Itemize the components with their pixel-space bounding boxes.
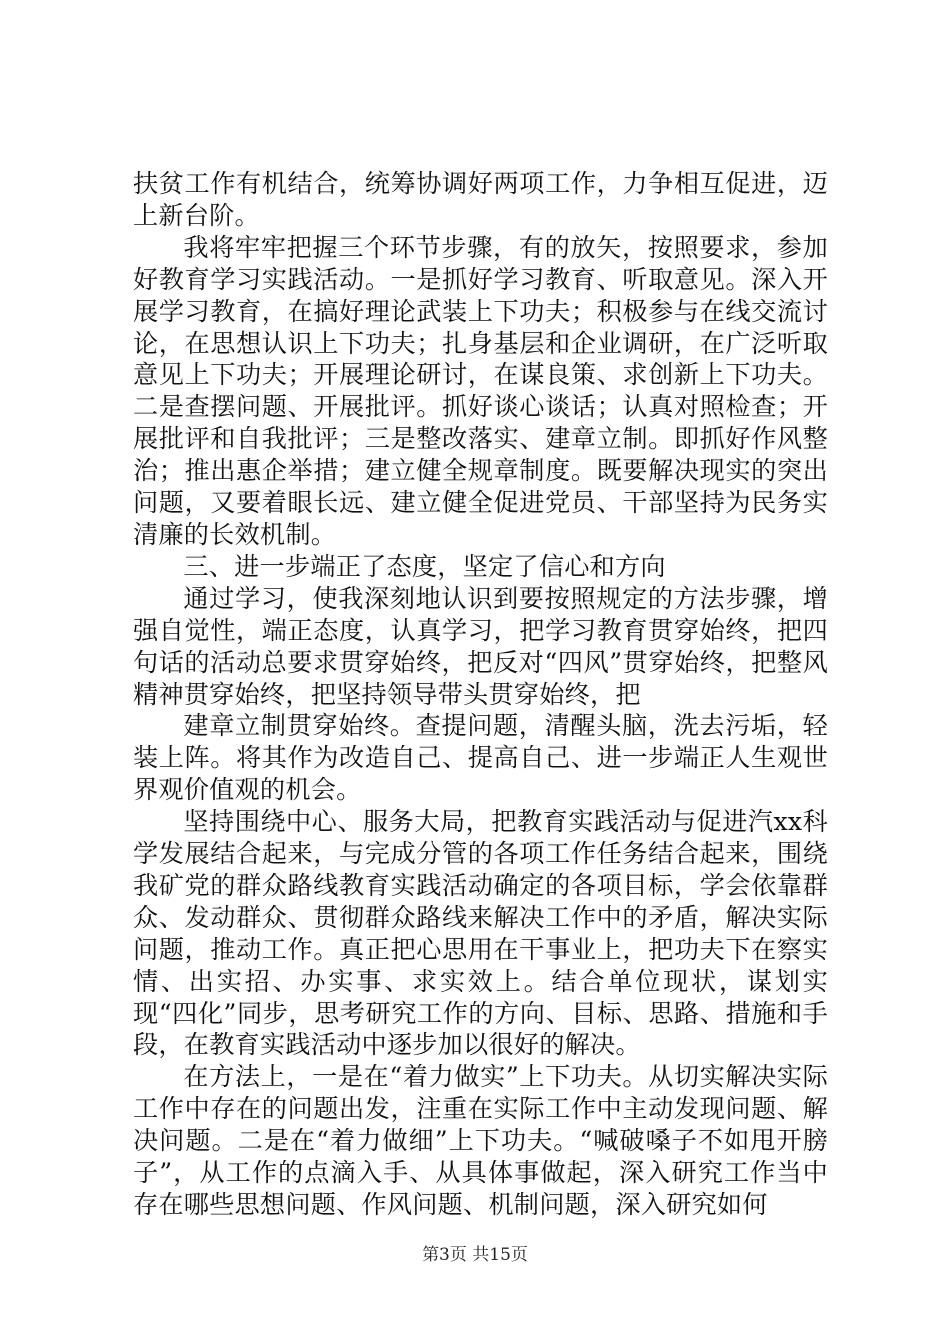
section-heading: 三、进一步端正了态度，坚定了信心和方向 (183, 551, 666, 581)
document-body (133, 168, 828, 1221)
paragraph-3: 通过学习，使我深刻地认识到要按照规定的方法步骤，增强自觉性，端正态度，认真学习，把学习教育贯穿始终，把四句话的活动总要求贯穿始终，把反对“四风”贯穿始终，把整风精神贯穿始终，把坚持领导带头贯穿始终，把 (133, 583, 828, 709)
page-footer: 第3页 共15页 (422, 1245, 528, 1265)
paragraph-6: 在方法上，一是在“着力做实”上下功夫。从切实解决实际工作中存在的问题出发，注重在实际工作中主动发现问题、解决问题。二是在“着力做细”上下功夫。“喊破嗓子不如甩开膀子”，从工作的点滴入手、从具体事做起，深入研究工作当中存在哪些思想问题、作风问题、机制问题，深入研究如何 (133, 1062, 828, 1219)
paragraph-4: 建章立制贯穿始终。查提问题，清醒头脑，洗去污垢，轻装上阵。将其作为改造自己、提高自己、进一步端正人生观世界观价值观的机会。 (133, 711, 828, 805)
paragraph-5: 坚持围绕中心、服务大局，把教育实践活动与促进汽xx科学发展结合起来，与完成分管的各项工作任务结合起来，围绕我矿党的群众路线教育实践活动确定的各项目标，学会依靠群众、发动群众、贯彻群众路线来解决工作中的矛盾，解决实际问题，推动工作。真正把心思用在干事业上，把功夫下在察实情、出实招、办实事、求实效上。结合单位现状，谋划实现“四化”同步，思考研究工作的方向、目标、思路、措施和手段，在教育实践活动中逐步加以很好的解决。 (133, 807, 828, 1060)
paragraph-2: 我将牢牢把握三个环节步骤，有的放矢，按照要求，参加好教育学习实践活动。一是抓好学习教育、听取意见。深入开展学习教育，在搞好理论武装上下功夫；积极参与在线交流讨论，在思想认识上下功夫；扎身基层和企业调研，在广泛听取意见上下功夫；开展理论研讨，在谋良策、求创新上下功夫。二是查摆问题、开展批评。抓好谈心谈话；认真对照检查；开展批评和自我批评；三是整改落实、建章立制。即抓好作风整治；推出惠企举措；建立健全规章制度。既要解决现实的突出问题，又要着眼长远、建立健全促进党员、干部坚持为民务实清廉的长效机制。 (133, 232, 828, 549)
paragraph-1: 扶贫工作有机结合，统筹协调好两项工作，力争相互促进，迈上新台阶。 (133, 169, 828, 230)
